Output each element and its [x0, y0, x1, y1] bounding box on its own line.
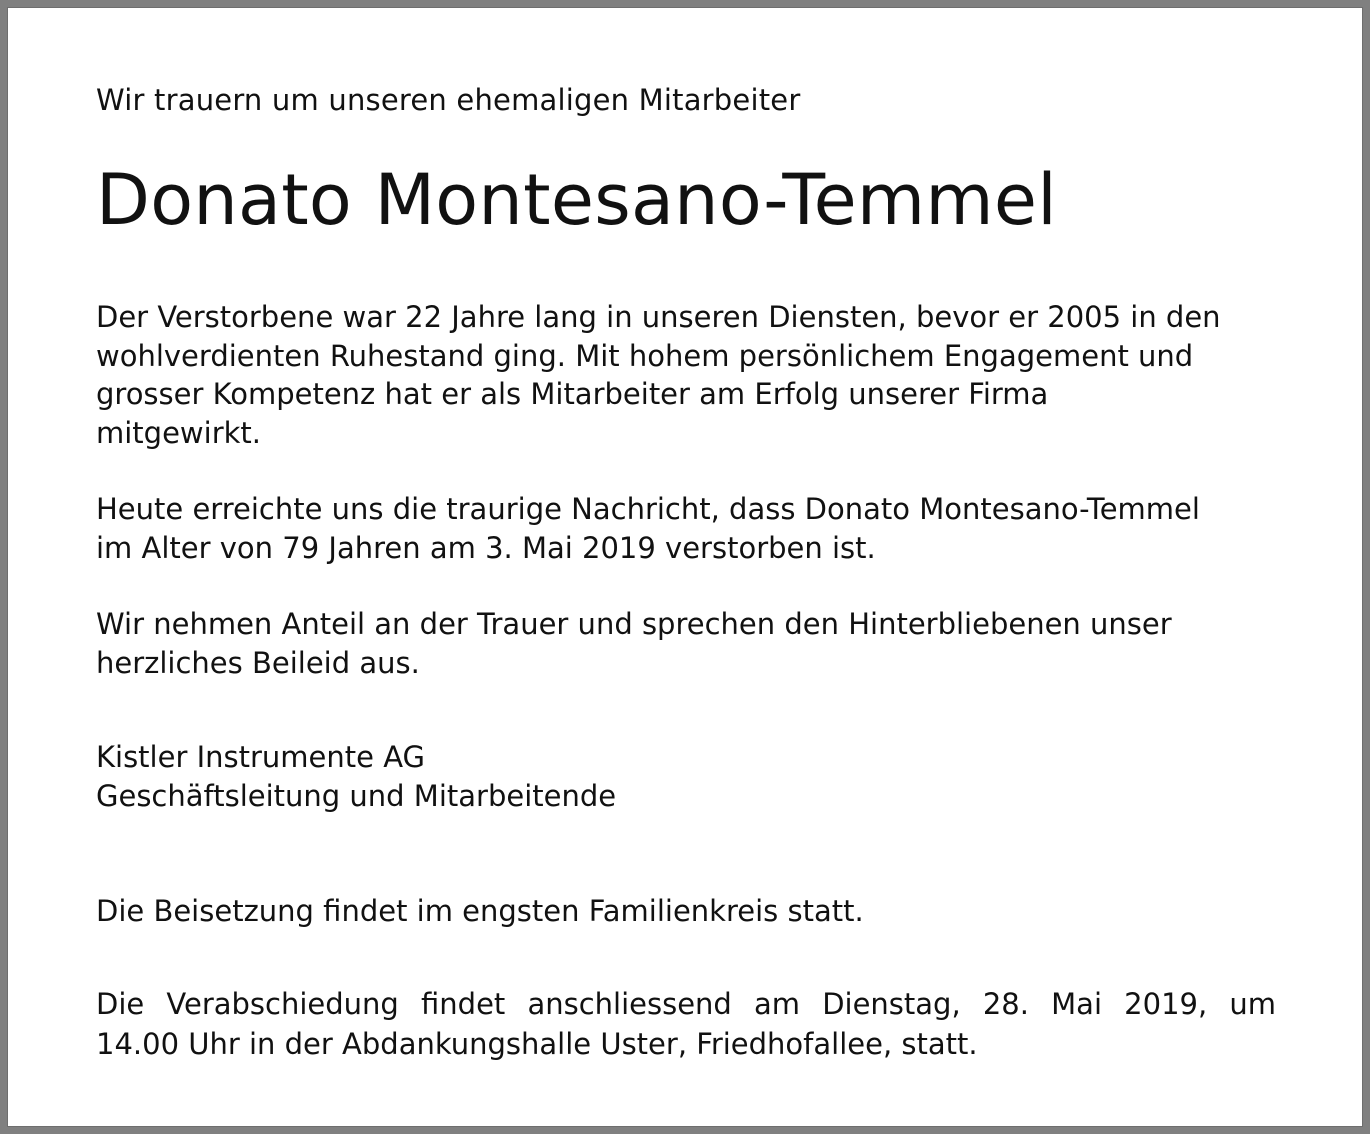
signature-company: Kistler Instrumente AG	[96, 740, 426, 774]
service-paragraph-line: Der Verstorbene war 22 Jahre lang in unseren Diensten, bevor er 2005 in den	[96, 300, 1221, 334]
signature-group: Geschäftsleitung und Mitarbeitende	[96, 778, 617, 813]
service-paragraph-line: mitgewirkt.	[96, 415, 262, 450]
deceased-name: Donato Montesano-Temmel	[96, 159, 1058, 241]
burial-note: Die Beisetzung findet im engsten Familienkreis statt.	[96, 894, 864, 928]
farewell-note-line: 14.00 Uhr in der Abdankungshalle Uster, Friedhofallee, statt.	[96, 1027, 978, 1061]
service-paragraph	[96, 298, 1296, 452]
obituary-page	[8, 8, 1362, 1126]
service-paragraph-line: wohlverdienten Ruhestand ging. Mit hohem persönlichem Engagement und	[96, 338, 1194, 373]
news-paragraph-line: im Alter von 79 Jahren am 3. Mai 2019 verstorben ist.	[96, 530, 876, 565]
news-paragraph-line: Heute erreichte uns die traurige Nachricht, dass Donato Montesano-Temmel	[96, 492, 1200, 526]
service-paragraph-line: grosser Kompetenz hat er als Mitarbeiter am Erfolg unserer Firma	[96, 377, 1049, 411]
farewell-note	[96, 984, 1276, 1064]
condolence-paragraph	[96, 605, 1296, 682]
condolence-paragraph-line: Wir nehmen Anteil an der Trauer und sprechen den Hinterbliebenen unser	[96, 607, 1172, 641]
news-paragraph	[96, 490, 1296, 567]
signature-block	[96, 738, 616, 815]
intro-line: Wir trauern um unseren ehemaligen Mitarbeiter	[96, 83, 801, 117]
farewell-note-line: Die Verabschiedung findet anschliessend am Dienstag, 28. Mai 2019, um	[96, 987, 1276, 1021]
condolence-paragraph-line: herzliches Beileid aus.	[96, 645, 420, 680]
